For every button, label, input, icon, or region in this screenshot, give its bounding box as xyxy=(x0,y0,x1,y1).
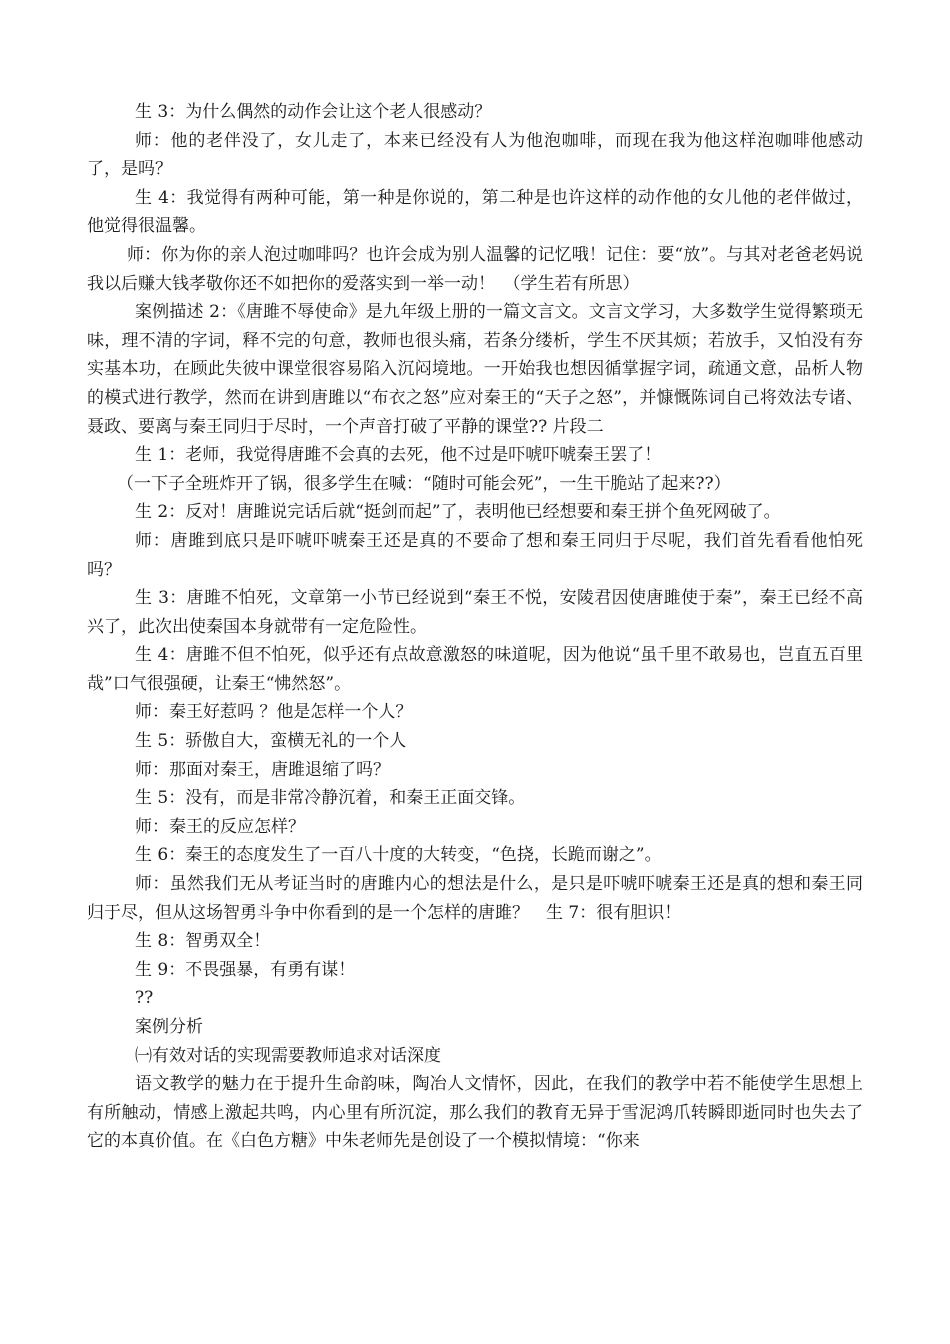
paragraph: 语文教学的魅力在于提升生命韵味，陶冶人文情怀，因此，在我们的教学中若不能使学生思想上有所触动，情感上激起共鸣，内心里有所沉淀，那么我们的教育无异于雪泥鸿爪转瞬即逝同时也失去了它的本真价值。在《白色方糖》中朱老师先是创设了一个模拟情境：“你来 xyxy=(87,1074,863,1152)
section-heading: 案例分析 xyxy=(135,1017,203,1037)
paragraph: 生 8：智勇双全！ xyxy=(135,931,271,952)
paragraph: 师：唐雎到底只是吓唬吓唬秦王还是真的不要命了想和秦王同归于尽呢，我们首先看看他怕死吗？ xyxy=(87,530,863,580)
paragraph: 生 5：没有，而是非常冷静沉着，和秦王正面交锋。 xyxy=(135,788,526,809)
paragraph: 生 9：不畏强暴，有勇有谋！ xyxy=(135,959,356,980)
paragraph: 生 4：唐雎不但不怕死，似乎还有点故意激怒的味道呢，因为他说“虽千里不敢易也，岂直五百里哉”口气很强硬，让秦王“怫然怒”。 xyxy=(87,645,863,694)
paragraph: 师：秦王的反应怎样？ xyxy=(135,816,305,837)
paragraph: （一下子全班炸开了锅，很多学生在喊：“随时可能会死”，一生干脆站了起来??） xyxy=(117,473,731,494)
paragraph: 生 1：老师，我觉得唐雎不会真的去死，他不过是吓唬吓唬秦王罢了！ xyxy=(135,445,662,466)
paragraph: 生 3：为什么偶然的动作会让这个老人很感动？ xyxy=(135,102,492,122)
paragraph: 案例描述 2：《唐雎不辱使命》是九年级上册的一篇文言文。文言文学习，大多数学生觉得繁琐无味，理不清的字词，释不完的句意，教师也很头痛，若条分缕析，学生不厌其烦；若放手，又怕没有夯实基本功，在顾此失彼中课堂很容易陷入沉闷境地。一开始我也想因循掌握字词，疏通文意，品析人物的模式进行教学，然而在讲到唐雎以“布衣之怒”应对秦王的“天子之怒”，并慷慨陈词自己将效法专诸、聂政、要离与秦王同归于尽时，一个声音打破了平静的课堂?? 片段二 xyxy=(87,302,863,437)
paragraph: 生 6：秦王的态度发生了一百八十度的大转变，“色挠，长跪而谢之”。 xyxy=(135,845,662,866)
paragraph: 生 5：骄傲自大，蛮横无礼的一个人 xyxy=(135,731,407,752)
paragraph: 师：秦王好惹吗 ？他是怎样一个人？ xyxy=(135,702,413,723)
paragraph: 师：他的老伴没了，女儿走了，本来已经没有人为他泡咖啡，而现在我为他这样泡咖啡他感动了，是吗？ xyxy=(87,130,863,180)
paragraph: 师：那面对秦王，唐雎退缩了吗？ xyxy=(135,759,390,780)
paragraph: 生 3：唐雎不怕死，文章第一小节已经说到“秦王不悦，安陵君因使唐雎使于秦”，秦王已经不高兴了，此次出使秦国本身就带有一定危险性。 xyxy=(87,588,863,637)
subsection-heading: ㈠有效对话的实现需要教师追求对话深度 xyxy=(135,1045,441,1066)
paragraph: 师：你为你的亲人泡过咖啡吗？也许会成为别人温馨的记忆哦！记住：要“放”。与其对老爸老妈说我以后赚大钱孝敬你还不如把你的爱落实到一举一动！ （学生若有所思） xyxy=(87,244,863,294)
paragraph: 生 2：反对！唐雎说完话后就“挺剑而起”了，表明他已经想要和秦王拼个鱼死网破了。 xyxy=(135,502,781,523)
paragraph: 师：虽然我们无从考证当时的唐雎内心的想法是什么，是只是吓唬吓唬秦王还是真的想和秦王同归于尽，但从这场智勇斗争中你看到的是一个怎样的唐雎？ 生 7：很有胆识！ xyxy=(87,874,863,923)
paragraph: ?? xyxy=(135,988,154,1009)
document-body xyxy=(87,98,863,1156)
paragraph: 生 4：我觉得有两种可能，第一种是你说的，第二种是也许这样的动作他的女儿他的老伴做过，他觉得很温馨。 xyxy=(87,187,863,237)
